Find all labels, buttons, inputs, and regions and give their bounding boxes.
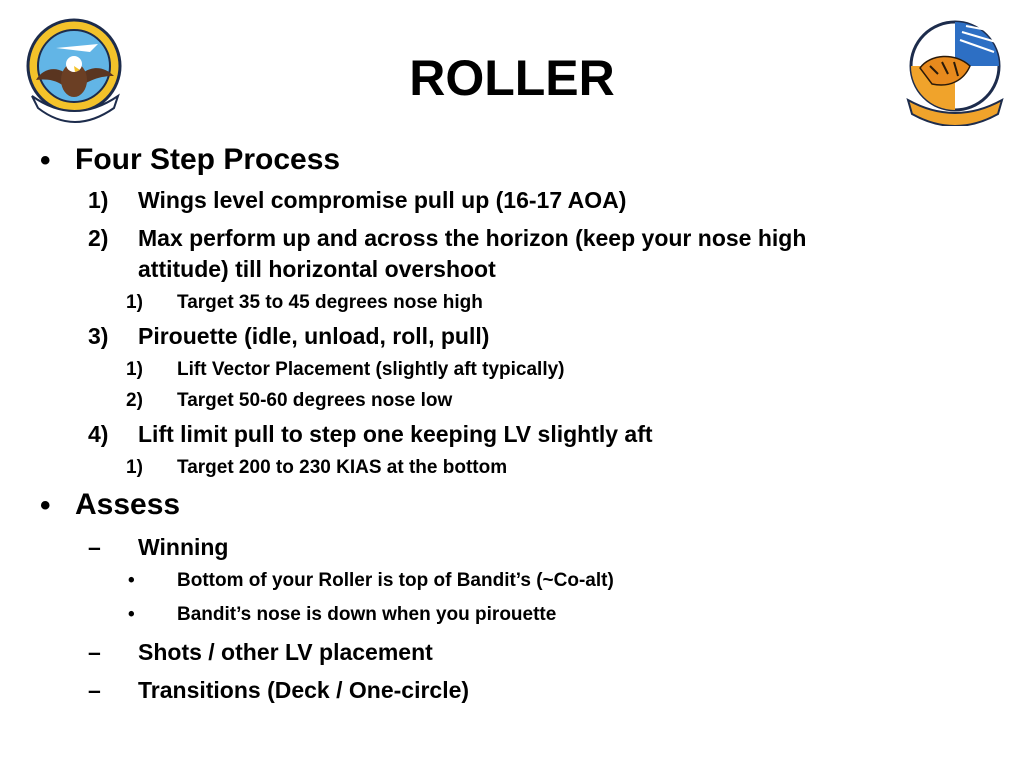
dash-marker: – (88, 534, 101, 560)
substep-2-1-text: Target 35 to 45 degrees nose high (177, 292, 483, 313)
step-number: 2) (88, 225, 109, 251)
assess-winning-text: Winning (138, 534, 229, 560)
step-4-text: Lift limit pull to step one keeping LV slightly aft (138, 421, 653, 447)
substep-3-2-text: Target 50-60 degrees nose low (177, 390, 453, 411)
dot-marker: • (128, 570, 135, 591)
step-1-text: Wings level compromise pull up (16-17 AOA) (138, 187, 627, 213)
step-2-text-line2: attitude) till horizontal overshoot (138, 256, 496, 282)
step-number: 4) (88, 421, 109, 447)
step-number: 3) (88, 323, 109, 349)
step-number: 1) (88, 187, 109, 213)
substep-number: 1) (126, 359, 143, 380)
bullet-marker: • (40, 144, 51, 177)
winning-point-1-text: Bottom of your Roller is top of Bandit’s (~Co-alt) (177, 570, 614, 591)
dash-marker: – (88, 639, 101, 665)
bullet-four-step-process: Four Step Process (75, 143, 341, 176)
substep-number: 1) (126, 292, 143, 313)
bullet-marker: • (40, 489, 51, 522)
dash-marker: – (88, 677, 101, 703)
substep-number: 2) (126, 390, 143, 411)
winning-point-2-text: Bandit’s nose is down when you pirouette (177, 604, 557, 625)
slide-title: ROLLER (409, 50, 615, 106)
assess-shots-text: Shots / other LV placement (138, 639, 433, 665)
substep-number: 1) (126, 457, 143, 478)
step-2-text-line1: Max perform up and across the horizon (keep your nose high (138, 225, 807, 251)
step-3-text: Pirouette (idle, unload, roll, pull) (138, 323, 490, 349)
assess-transitions-text: Transitions (Deck / One-circle) (138, 677, 470, 703)
substep-4-1-text: Target 200 to 230 KIAS at the bottom (177, 457, 508, 478)
substep-3-1-text: Lift Vector Placement (slightly aft typically) (177, 359, 565, 380)
bullet-assess: Assess (75, 488, 181, 521)
dot-marker: • (128, 604, 135, 625)
